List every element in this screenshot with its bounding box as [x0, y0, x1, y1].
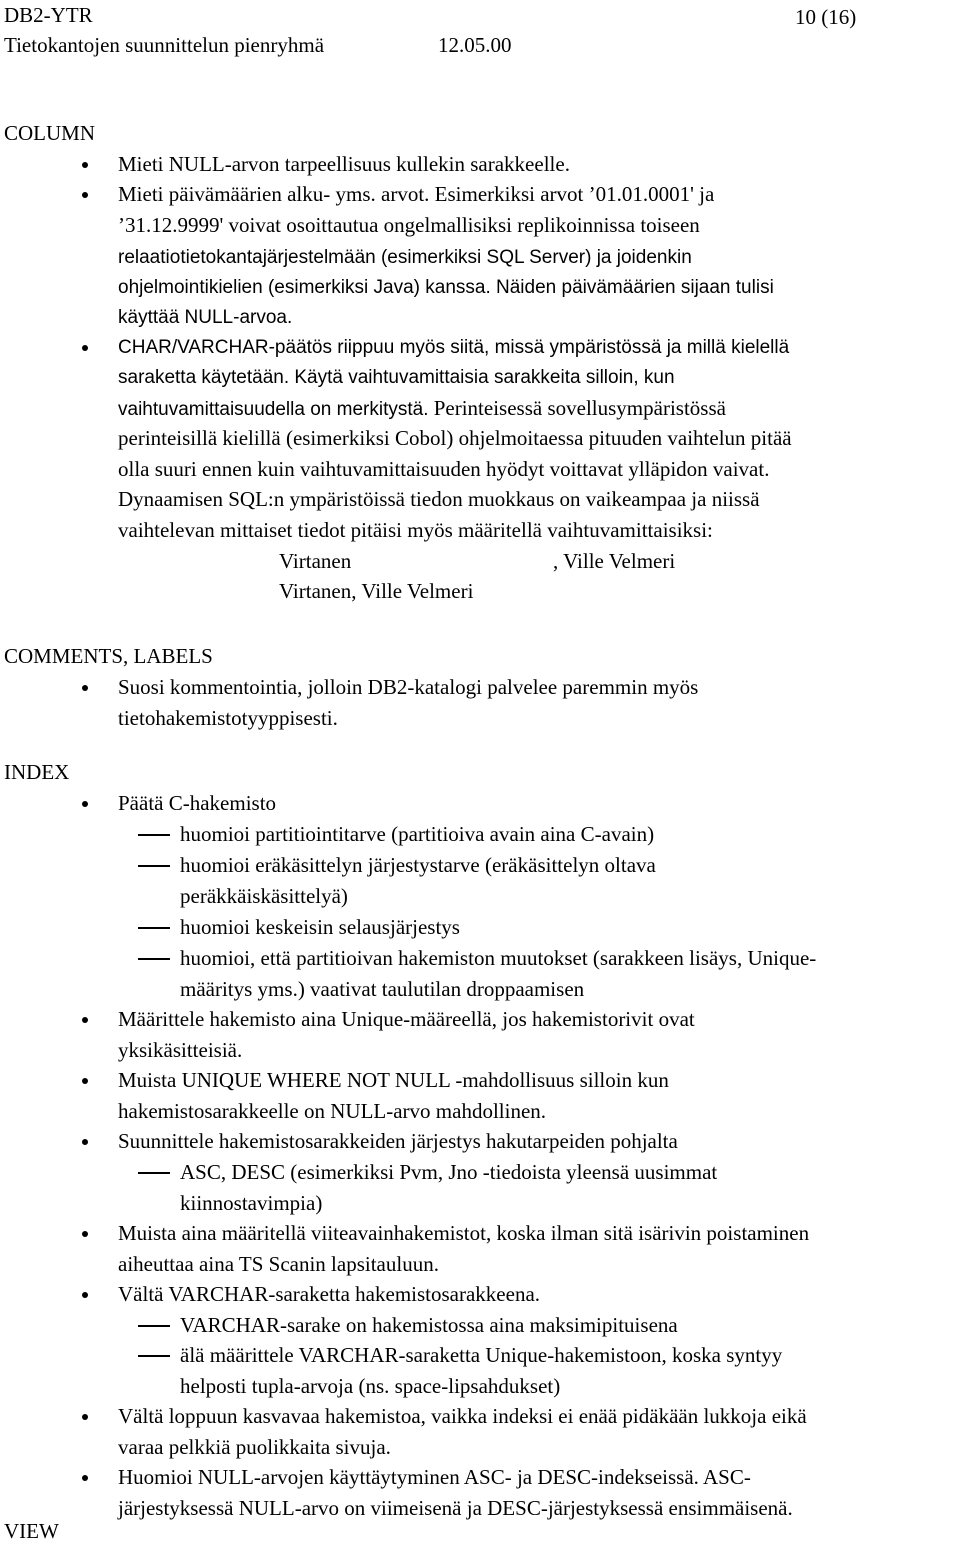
section-title-view: VIEW [4, 1519, 59, 1543]
list-item-text: Vältä VARCHAR-saraketta hakemistosarakkeena. [118, 1282, 541, 1306]
list-item-text: Mieti NULL-arvon tarpeellisuus kullekin sarakkeelle. [118, 152, 570, 176]
text-line: Perinteisessä sovellusympäristössä [433, 396, 726, 420]
text-line: Mieti päivämäärien alku- yms. arvot. Esimerkiksi arvot ’01.01.0001' ja [118, 182, 715, 206]
text-line: ASC, DESC (esimerkiksi Pvm, Jno -tiedoista yleensä uusimmat [180, 1160, 718, 1184]
text-line: Muista UNIQUE WHERE NOT NULL -mahdollisuus silloin kun [118, 1068, 669, 1092]
text-line: Muista aina määritellä viiteavainhakemistot, koska ilman sitä isärivin poistaminen [118, 1221, 810, 1245]
text-line: määritys yms.) vaativat taulutilan droppaamisen [180, 977, 585, 1001]
text-line: käyttää NULL-arvoa. [118, 307, 293, 328]
example-surname: Virtanen [279, 549, 352, 573]
text-line: varaa pelkkiä puolikkaita sivuja. [118, 1435, 391, 1459]
list-item [118, 1218, 958, 1280]
text-line: kiinnostavimpia) [180, 1191, 323, 1215]
text-line: huomioi eräkäsittelyn järjestystarve (eräkäsittelyn oltava [180, 853, 656, 877]
text-line: aiheuttaa aina TS Scanin lapsitauluun. [118, 1252, 439, 1276]
sub-item-text: huomioi partitiointitarve (partitioiva avain aina C-avain) [180, 822, 655, 846]
list-item [118, 1401, 958, 1463]
list-item [118, 1462, 958, 1524]
text-line: Vältä loppuun kasvavaa hakemistoa, vaikka indeksi ei enää pidäkään lukkoja eikä [118, 1404, 807, 1428]
list-item [118, 1279, 958, 1310]
text-line: ’31.12.9999' voivat osoittautua ongelmallisiksi replikoinnissa toiseen [118, 213, 700, 237]
text-line: saraketta käytetään. Käytä vaihtuvamittaisia sarakkeita silloin, kun [118, 367, 675, 388]
list-item [118, 332, 958, 363]
text-line: älä määrittele VARCHAR-saraketta Unique-hakemistoon, koska syntyy [180, 1343, 783, 1367]
section-title-column: COLUMN [4, 121, 96, 145]
group-name: Tietokantojen suunnittelun pienryhmä [4, 33, 325, 57]
header-date: 12.05.00 [438, 33, 512, 57]
text-line: Suosi kommentointia, jolloin DB2-katalogi palvelee paremmin myös [118, 675, 699, 699]
sub-item [180, 819, 960, 850]
text-line: ohjelmointikielien (esimerkiksi Java) kanssa. Näiden päivämäärien sijaan tulisi [118, 277, 774, 298]
example-full-name: Virtanen, Ville Velmeri [279, 579, 474, 603]
sub-item [180, 1157, 960, 1219]
page-number: 10 (16) [795, 5, 857, 29]
list-item [118, 1126, 958, 1157]
list-item-text: Suunnittele hakemistosarakkeiden järjestys hakutarpeiden pohjalta [118, 1129, 678, 1153]
sub-item-text: huomioi keskeisin selausjärjestys [180, 915, 460, 939]
text-line: CHAR/VARCHAR-päätös riippuu myös siitä, missä ympäristössä ja millä kielellä [118, 337, 790, 358]
text-line: Määrittele hakemisto aina Unique-määreellä, jos hakemistorivit ovat [118, 1007, 695, 1031]
text-line: järjestyksessä NULL-arvo on viimeisenä ja DESC-järjestyksessä ensimmäisenä. [118, 1496, 793, 1520]
text-line: tietohakemistotyyppisesti. [118, 706, 338, 730]
sub-item [180, 1340, 960, 1402]
text-line: perinteisillä kielillä (esimerkiksi Cobol) ohjelmoitaessa pituuden vaihtelun pitää [118, 426, 792, 450]
sub-item [180, 943, 960, 1005]
text-line: vaihtelevan mittaiset tiedot pitäisi myös määritellä vaihtuvamittaisiksi: [118, 518, 713, 542]
doc-code: DB2-YTR [4, 3, 93, 27]
list-item [118, 1065, 958, 1127]
sub-item-text: VARCHAR-sarake on hakemistossa aina maksimipituisena [180, 1313, 678, 1337]
sub-item [180, 1310, 960, 1341]
section-title-comments: COMMENTS, LABELS [4, 644, 213, 668]
list-item [118, 672, 958, 734]
example-given-names: , Ville Velmeri [553, 549, 676, 573]
section-title-index: INDEX [4, 760, 70, 784]
text-line: helposti tupla-arvoja (ns. space-lipsahdukset) [180, 1374, 561, 1398]
text-line: relaatiotietokantajärjestelmään (esimerkiksi SQL Server) ja joidenkin [118, 247, 692, 268]
list-item [118, 179, 958, 210]
list-item [118, 788, 958, 819]
sub-item [180, 850, 960, 912]
text-line: huomioi, että partitioivan hakemiston muutokset (sarakkeen lisäys, Unique- [180, 946, 817, 970]
text-line: peräkkäiskäsittelyä) [180, 884, 348, 908]
text-line: Dynaamisen SQL:n ympäristöissä tiedon muokkaus on vaikeampaa ja niissä [118, 487, 760, 511]
list-item-text: Päätä C-hakemisto [118, 791, 277, 815]
sub-item [180, 912, 960, 943]
list-item [118, 1004, 958, 1066]
text-line: olla suuri ennen kuin vaihtuvamittaisuuden hyödyt voittavat ylläpidon vaivat. [118, 457, 770, 481]
text-line: hakemistosarakkeelle on NULL-arvo mahdollinen. [118, 1099, 547, 1123]
text-line: yksikäsitteisiä. [118, 1038, 243, 1062]
text-line: vaihtuvamittaisuudella on merkitystä. [118, 399, 429, 420]
text-line: Huomioi NULL-arvojen käyttäytyminen ASC- ja DESC-indekseissä. ASC- [118, 1465, 751, 1489]
list-item [118, 149, 958, 180]
